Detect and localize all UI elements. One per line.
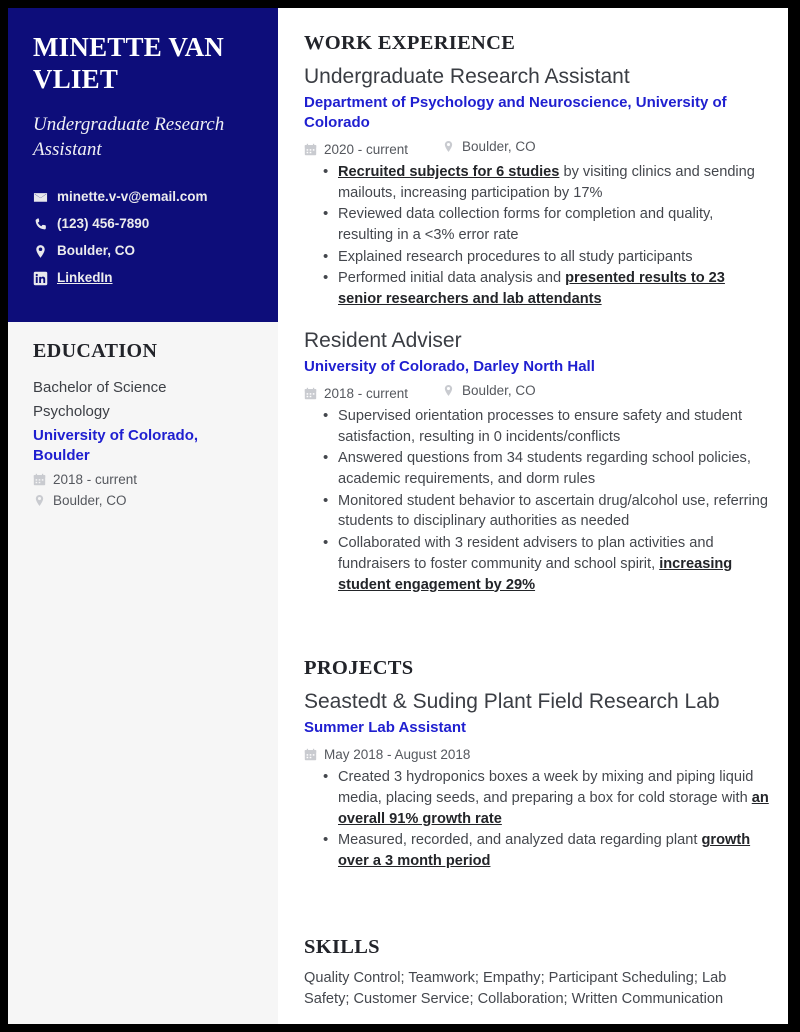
work-entries [304, 64, 772, 595]
entry-dates-label: May 2018 - August 2018 [324, 747, 471, 763]
bullet-item: • Supervised orientation processes to ensure safety and student satisfaction, resulting in 0 incidents/conflicts [304, 406, 772, 447]
entry-dates [304, 747, 470, 762]
bullet-emphasis: Recruited subjects for 6 studies [338, 163, 560, 180]
bullet-emphasis: presented results to 23 senior researchers and lab attendants [338, 270, 725, 308]
education-location-label: Boulder, CO [53, 492, 127, 508]
bullet-emphasis: growth over a 3 month period [338, 832, 751, 870]
main-content [278, 8, 788, 1024]
contact-phone-label: (123) 456-7890 [57, 216, 150, 232]
entry-title: Seastedt & Suding Plant Field Research Lab [304, 690, 720, 714]
resume-page [8, 8, 788, 1024]
entry-meta [304, 136, 772, 157]
education-location [33, 493, 253, 508]
entry-dates [304, 386, 408, 401]
entry-dates [304, 142, 408, 157]
bullet-item: • Created 3 hydroponics boxes a week by mixing and piping liquid media, placing seeds, and preparing a box for cold storage with an overall 91% growth rate [304, 767, 772, 829]
resume-entry [304, 64, 772, 310]
bullet-item: • Explained research procedures to all study participants [304, 247, 772, 268]
entry-meta [304, 380, 772, 401]
work-experience-section [304, 32, 772, 595]
education-section [8, 322, 278, 507]
education-school: University of Colorado, Boulder [33, 426, 199, 464]
entry-title: Undergraduate Research Assistant [304, 65, 630, 88]
sidebar-header [8, 8, 278, 322]
sidebar [8, 8, 278, 1024]
bullet-emphasis: an overall 91% growth rate [338, 789, 769, 827]
location-pin-icon [442, 140, 455, 153]
candidate-role: Undergraduate Research Assistant [33, 113, 225, 160]
envelope-icon [33, 190, 48, 205]
bullet-emphasis: increasing student engagement by 29% [338, 555, 733, 593]
phone-icon [33, 217, 48, 232]
contact-location [33, 242, 253, 260]
contact-email[interactable] [33, 188, 253, 206]
location-pin-icon [442, 384, 455, 397]
contact-phone[interactable] [33, 215, 253, 233]
entry-bullets [304, 162, 772, 310]
location-pin-icon [33, 494, 46, 507]
entry-organization: Summer Lab Assistant [304, 719, 466, 737]
spacer [304, 890, 772, 936]
entry-bullets [304, 767, 772, 872]
education-field: Psychology [33, 402, 110, 420]
skills-heading: SKILLS [304, 935, 380, 958]
contact-email-label: minette.v-v@email.com [57, 189, 208, 205]
work-experience-heading: WORK EXPERIENCE [304, 32, 516, 54]
contact-location-label: Boulder, CO [57, 243, 136, 259]
entry-location-label: Boulder, CO [462, 382, 536, 398]
bullet-item: • Reviewed data collection forms for completion and quality, resulting in a <3% error rate [304, 204, 772, 245]
bullet-item: • Monitored student behavior to ascertain drug/alcohol use, referring students to disciplinary authorities as needed [304, 491, 772, 532]
calendar-icon [304, 143, 317, 156]
spacer [304, 613, 772, 657]
bullet-item: • Answered questions from 34 students regarding school policies, academic requirements, and dorm rules [304, 448, 772, 489]
entry-bullets [304, 406, 772, 595]
education-dates-label: 2018 - current [53, 471, 138, 487]
entry-title: Resident Adviser [304, 328, 462, 352]
calendar-icon [304, 748, 317, 761]
entry-dates-label: 2020 - current [324, 141, 409, 157]
entry-meta [304, 741, 772, 762]
calendar-icon [304, 387, 317, 400]
project-entries [304, 689, 772, 872]
contact-linkedin-label[interactable]: LinkedIn [57, 270, 113, 286]
resume-entry [304, 689, 772, 872]
bullet-item: • Recruited subjects for 6 studies by visiting clinics and sending mailouts, increasing participation by 17% [304, 162, 772, 203]
contact-list [33, 188, 253, 287]
entry-organization: University of Colorado, Darley North Hall [304, 358, 595, 375]
location-pin-icon [33, 244, 48, 259]
resume-entry [304, 328, 772, 595]
entry-location-label: Boulder, CO [462, 138, 536, 154]
entry-location [442, 139, 536, 154]
education-dates [33, 472, 253, 487]
skills-section [304, 936, 772, 1009]
bullet-item: • Measured, recorded, and analyzed data regarding plant growth over a 3 month period [304, 830, 772, 871]
education-degree: Bachelor of Science [33, 379, 167, 397]
linkedin-icon [33, 271, 48, 286]
entry-location [442, 383, 536, 398]
bullet-item: • Collaborated with 3 resident advisers to plan activities and fundraisers to foster community and school spirit, increasing student engagement by 29% [304, 533, 772, 595]
entry-dates-label: 2018 - current [324, 385, 409, 401]
projects-section [304, 657, 772, 872]
calendar-icon [33, 473, 46, 486]
contact-linkedin[interactable] [33, 269, 253, 287]
entry-organization: Department of Psychology and Neuroscience, University of Colorado [304, 94, 727, 131]
skills-text: Quality Control; Teamwork; Empathy; Participant Scheduling; Lab Safety; Customer Service; Collaboration; Written Communication [304, 969, 727, 1007]
candidate-name: MINETTE VAN VLIET [33, 32, 225, 94]
bullet-item: • Performed initial data analysis and presented results to 23 senior researchers and lab attendants [304, 268, 772, 309]
projects-heading: PROJECTS [304, 657, 414, 680]
education-heading: EDUCATION [33, 340, 158, 363]
